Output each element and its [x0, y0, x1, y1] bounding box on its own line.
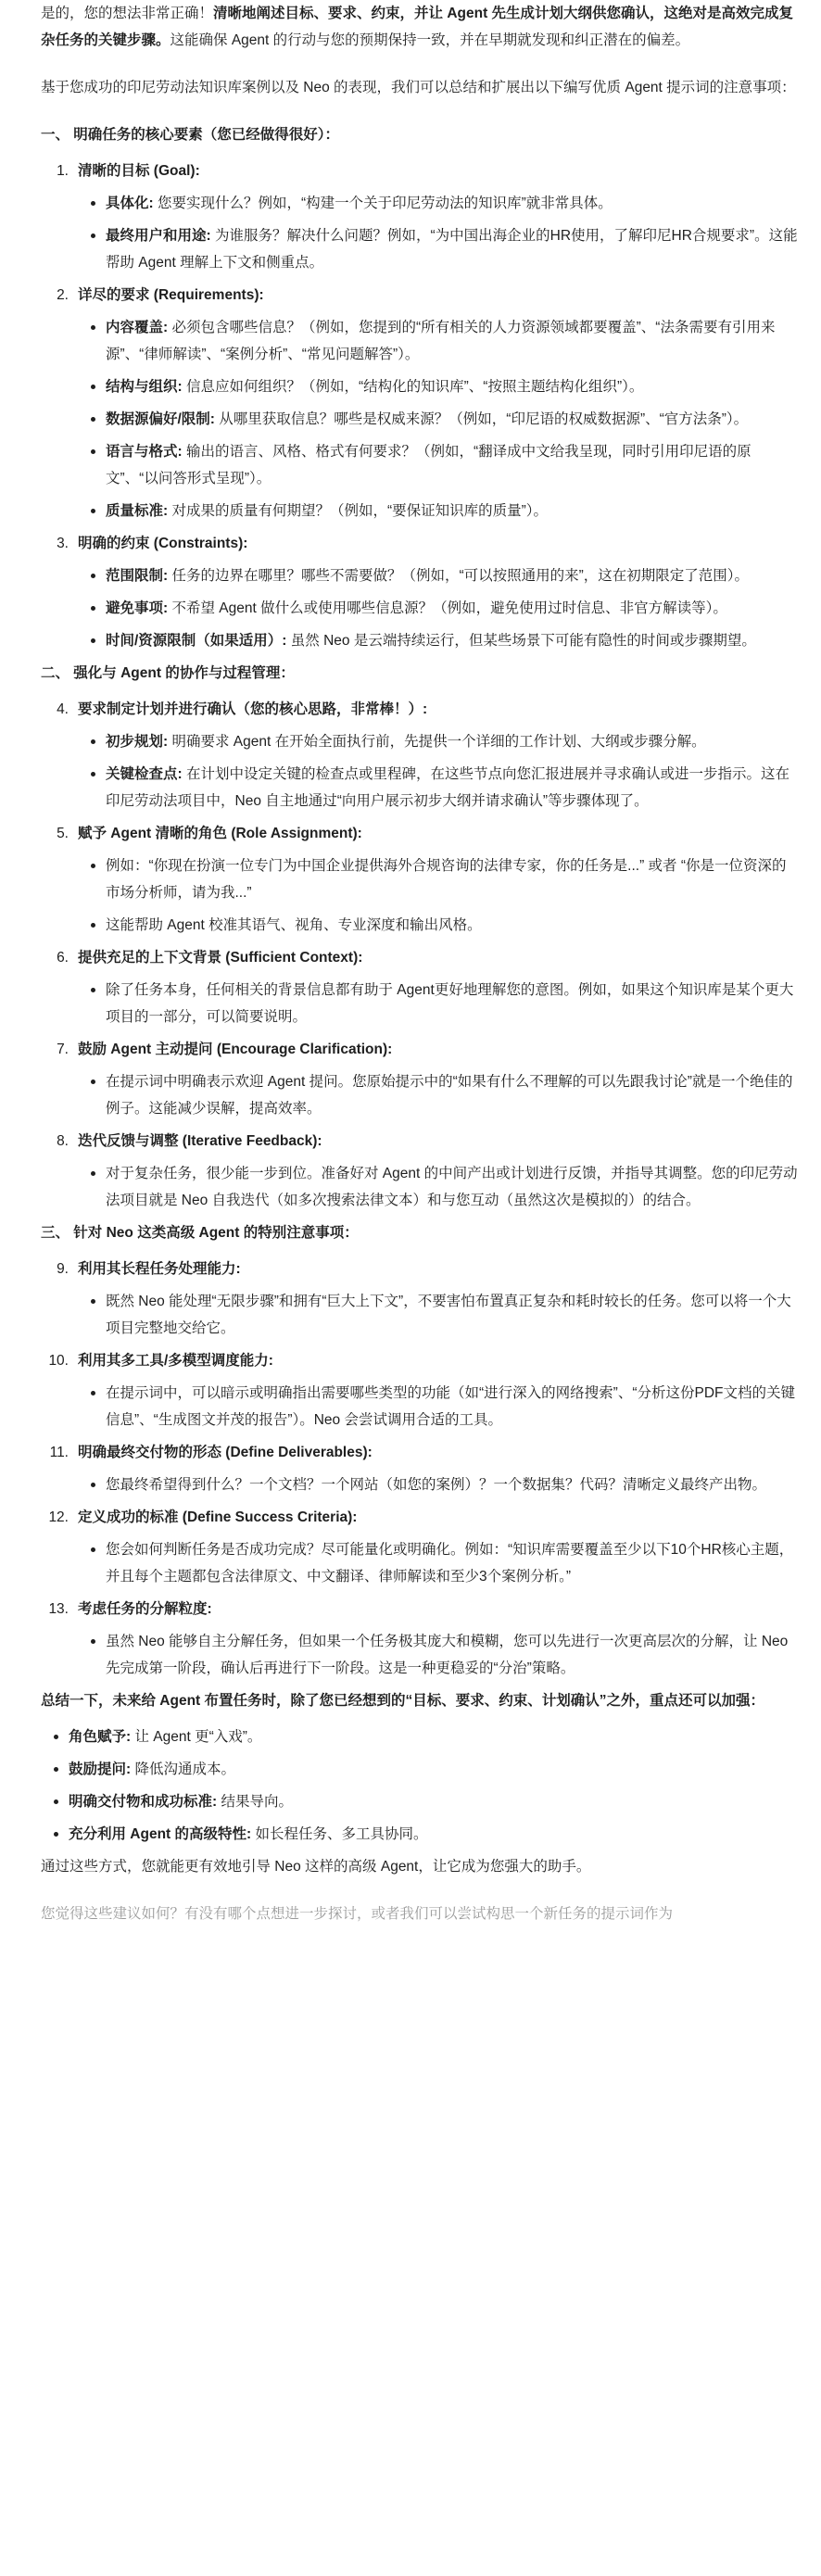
bullet-label: 初步规划:: [106, 734, 169, 750]
bullet-text: 输出的语言、风格、格式有何要求？（例如，“翻译成中文给我呈现，同时引用印尼语的原文”、“以问答形式呈现”）。: [106, 444, 752, 486]
numbered-item: [41, 944, 801, 1030]
bullet-text: 对于复杂任务，很少能一步到位。准备好对 Agent 的中间产出或计划进行反馈，并指导其调整。您的印尼劳动法项目就是 Neo 自我迭代（如多次搜索法律文本）和与您互动（虽然这次是模拟的）的结合。: [106, 1166, 798, 1208]
numbered-item: [41, 1036, 801, 1122]
list-item: [69, 1788, 801, 1815]
bullet-label: 关键检查点:: [106, 766, 183, 782]
bullet-text: 从哪里获取信息？哪些是权威来源？（例如，“印尼语的权威数据源”、“官方法条”）。: [219, 411, 749, 427]
list-item: [106, 1160, 801, 1214]
list-item: [69, 1756, 801, 1783]
bullet-label: 数据源偏好/限制:: [106, 411, 215, 427]
bullet-list: [78, 1380, 801, 1433]
follow-up-question: 您觉得这些建议如何？有没有哪个点想进一步探讨，或者我们可以尝试构思一个新任务的提示词作为: [41, 1906, 674, 1922]
summary-heading: 总结一下，未来给 Agent 布置任务时，除了您已经想到的“目标、要求、约束、计划确认”之外，重点还可以加强：: [41, 1693, 765, 1709]
bullet-text: 必须包含哪些信息？（例如，您提到的“所有相关的人力资源领域都要覆盖”、“法条需要有引用来源”、“律师解读”、“案例分析”、“常见问题解答”）。: [106, 320, 776, 362]
numbered-list: [41, 1256, 801, 1682]
item-title: 考虑任务的分解粒度:: [78, 1601, 212, 1617]
bullet-text: 在提示词中，可以暗示或明确指出需要哪些类型的功能（如“进行深入的网络搜索”、“分析这份PDF文档的关键信息”、“生成图文并茂的报告”）。Neo 会尝试调用合适的工具。: [106, 1385, 795, 1428]
bullet-text: 结果导向。: [221, 1794, 293, 1810]
bullet-list: [78, 314, 801, 524]
bullet-text: 您要实现什么？例如，“构建一个关于印尼劳动法的知识库”就非常具体。: [157, 196, 613, 211]
item-number: 9.: [57, 1261, 69, 1277]
section-heading: 一、 明确任务的核心要素（您已经做得很好）：: [41, 127, 340, 143]
item-number: 4.: [57, 701, 69, 717]
item-number: 7.: [57, 1042, 69, 1057]
list-item: [106, 1288, 801, 1342]
bullet-label: 质量标准:: [106, 503, 169, 519]
intro-explanation: 这能确保 Agent 的行动与您的预期保持一致，并在早期就发现和纠正潜在的偏差。: [170, 32, 690, 48]
bullet-text: 为谁服务？解决什么问题？例如，“为中国出海企业的HR使用，了解印尼HR合规要求”。这能帮助 Agent 理解上下文和侧重点。: [106, 228, 798, 271]
bullet-text: 您会如何判断任务是否成功完成？尽可能量化或明确化。例如：“知识库需要覆盖至少以下10个HR核心主题，并且每个主题都包含法律原文、中文翻译、律师解读和至少3个案例分析。”: [106, 1542, 794, 1585]
numbered-item: [41, 158, 801, 276]
bullet-label: 充分利用 Agent 的高级特性:: [69, 1826, 252, 1842]
bullet-text: 降低沟通成本。: [134, 1762, 235, 1777]
list-item: [106, 977, 801, 1030]
bullet-list: [78, 1068, 801, 1122]
bullet-list: [78, 728, 801, 814]
bullet-text: 信息应如何组织？（例如，“结构化的知识库”、“按照主题结构化组织”）。: [185, 379, 644, 395]
bullet-label: 角色赋予:: [69, 1729, 132, 1745]
item-title: 清晰的目标 (Goal):: [78, 163, 200, 179]
section-block: [41, 121, 801, 654]
section-heading: 三、 针对 Neo 这类高级 Agent 的特别注意事项：: [41, 1225, 359, 1241]
numbered-item: [41, 1256, 801, 1342]
intro-affirmation: 是的，您的想法非常正确！: [41, 6, 214, 21]
item-title: 鼓励 Agent 主动提问 (Encourage Clarification):: [78, 1042, 393, 1057]
item-title: 利用其多工具/多模型调度能力:: [78, 1353, 273, 1369]
bullet-text: 让 Agent 更“入戏”。: [134, 1729, 262, 1745]
bullet-list: [78, 977, 801, 1030]
numbered-item: [41, 1128, 801, 1214]
bullet-list: [78, 1288, 801, 1342]
list-item: [106, 1628, 801, 1682]
bullet-text: 不希望 Agent 做什么或使用哪些信息源？（例如，避免使用过时信息、非官方解读等）。: [171, 600, 727, 616]
numbered-item: [41, 1504, 801, 1590]
intro-context-paragraph: 基于您成功的印尼劳动法知识库案例以及 Neo 的表现，我们可以总结和扩展出以下编写优质 Agent 提示词的注意事项：: [41, 80, 796, 95]
bullet-text: 既然 Neo 能处理“无限步骤”和拥有“巨大上下文”，不要害怕布置真正复杂和耗时较长的任务。您可以将一个大项目完整地交给它。: [106, 1294, 791, 1336]
bullet-text: 在提示词中明确表示欢迎 Agent 提问。您原始提示中的“如果有什么不理解的可以先跟我讨论”就是一个绝佳的例子。这能减少误解，提高效率。: [106, 1074, 793, 1117]
bullet-text: 对成果的质量有何期望？（例如，“要保证知识库的质量”）。: [171, 503, 549, 519]
list-item: [106, 190, 801, 217]
item-number: 2.: [57, 287, 69, 303]
item-number: 13.: [48, 1601, 69, 1617]
bullet-label: 具体化:: [106, 196, 154, 211]
item-title: 明确最终交付物的形态 (Define Deliverables):: [78, 1445, 373, 1460]
intro-paragraph: [41, 0, 801, 54]
bullet-label: 范围限制:: [106, 568, 169, 584]
bullet-list: [78, 1160, 801, 1214]
item-number: 3.: [57, 536, 69, 551]
bullet-text: 例如：“你现在扮演一位专门为中国企业提供海外合规咨询的法律专家，你的任务是...” 或者 “你是一位资深的市场分析师，请为我...”: [106, 858, 787, 901]
bullet-label: 语言与格式:: [106, 444, 183, 460]
section-block: [41, 1219, 801, 1682]
item-title: 迭代反馈与调整 (Iterative Feedback):: [78, 1133, 322, 1149]
item-title: 要求制定计划并进行确认（您的核心思路，非常棒！）:: [78, 701, 428, 717]
list-item: [106, 595, 801, 622]
list-item: [106, 912, 801, 939]
item-number: 11.: [49, 1445, 69, 1460]
numbered-list: [41, 158, 801, 654]
item-number: 12.: [48, 1509, 69, 1525]
list-item: [106, 406, 801, 433]
section-heading: 二、 强化与 Agent 的协作与过程管理：: [41, 665, 295, 681]
bullet-text: 虽然 Neo 能够自主分解任务，但如果一个任务极其庞大和模糊，您可以先进行一次更高层次的分解，让 Neo 先完成第一阶段，确认后再进行下一阶段。这是一种更稳妥的“分治”策略。: [106, 1634, 789, 1676]
list-item: [106, 761, 801, 814]
item-title: 赋予 Agent 清晰的角色 (Role Assignment):: [78, 826, 362, 841]
list-item: [106, 438, 801, 492]
bullet-text: 在计划中设定关键的检查点或里程碑，在这些节点向您汇报进展并寻求确认或进一步指示。这在印尼劳动法项目中，Neo 自主地通过“向用户展示初步大纲并请求确认”等步骤体现了。: [106, 766, 789, 809]
list-item: [106, 627, 801, 654]
sections: [41, 121, 801, 1682]
list-item: [106, 222, 801, 276]
list-item: [69, 1821, 801, 1848]
bullet-text: 虽然 Neo 是云端持续运行，但某些场景下可能有隐性的时间或步骤期望。: [290, 633, 756, 649]
bullet-text: 任务的边界在哪里？哪些不需要做？（例如，“可以按照通用的来”，这在初期限定了范围）。: [171, 568, 750, 584]
item-number: 8.: [57, 1133, 69, 1149]
bullet-text: 明确要求 Agent 在开始全面执行前，先提供一个详细的工作计划、大纲或步骤分解。: [171, 734, 706, 750]
bullet-label: 内容覆盖:: [106, 320, 169, 335]
section-block: [41, 660, 801, 1214]
intro-key-point: 清晰地阐述目标、要求、约束，并让 Agent 先生成计划大纲供您确认，这绝对是高效完成复杂任务的关键步骤。: [41, 6, 794, 48]
list-item: [106, 373, 801, 400]
item-number: 1.: [57, 163, 69, 179]
list-item: [106, 314, 801, 368]
numbered-item: [41, 1596, 801, 1682]
bullet-list: [78, 1536, 801, 1590]
item-number: 10.: [48, 1353, 69, 1369]
item-title: 定义成功的标准 (Define Success Criteria):: [78, 1509, 358, 1525]
list-item: [106, 852, 801, 906]
bullet-label: 避免事项:: [106, 600, 169, 616]
numbered-item: [41, 820, 801, 939]
closing-paragraph: 通过这些方式，您就能更有效地引导 Neo 这样的高级 Agent，让它成为您强大的助手。: [41, 1859, 591, 1875]
bullet-text: 这能帮助 Agent 校准其语气、视角、专业深度和输出风格。: [106, 917, 482, 933]
list-item: [69, 1724, 801, 1750]
numbered-item: [41, 282, 801, 524]
bullet-list: [78, 852, 801, 939]
bullet-label: 最终用户和用途:: [106, 228, 211, 244]
bullet-label: 结构与组织:: [106, 379, 183, 395]
bullet-text: 除了任务本身，任何相关的背景信息都有助于 Agent更好地理解您的意图。例如，如果这个知识库是某个更大项目的一部分，可以简要说明。: [106, 982, 794, 1025]
list-item: [106, 1471, 801, 1498]
item-title: 明确的约束 (Constraints):: [78, 536, 248, 551]
item-title: 提供充足的上下文背景 (Sufficient Context):: [78, 950, 363, 966]
list-item: [106, 728, 801, 755]
item-number: 5.: [57, 826, 69, 841]
numbered-item: [41, 1347, 801, 1433]
item-number: 6.: [57, 950, 69, 966]
summary-list: [41, 1724, 801, 1848]
bullet-text: 如长程任务、多工具协同。: [255, 1826, 428, 1842]
bullet-label: 明确交付物和成功标准:: [69, 1794, 218, 1810]
item-title: 利用其长程任务处理能力:: [78, 1261, 241, 1277]
numbered-item: [41, 530, 801, 654]
bullet-label: 鼓励提问:: [69, 1762, 132, 1777]
bullet-list: [78, 1471, 801, 1498]
numbered-item: [41, 1439, 801, 1498]
bullet-list: [78, 562, 801, 654]
bullet-list: [78, 1628, 801, 1682]
numbered-list: [41, 696, 801, 1214]
bullet-list: [78, 190, 801, 276]
bullet-text: 您最终希望得到什么？一个文档？一个网站（如您的案例）？一个数据集？代码？清晰定义最终产出物。: [106, 1477, 767, 1493]
list-item: [106, 562, 801, 589]
item-title: 详尽的要求 (Requirements):: [78, 287, 264, 303]
list-item: [106, 1380, 801, 1433]
numbered-item: [41, 696, 801, 814]
list-item: [106, 498, 801, 524]
list-item: [106, 1068, 801, 1122]
list-item: [106, 1536, 801, 1590]
bullet-label: 时间/资源限制（如果适用）:: [106, 633, 287, 649]
